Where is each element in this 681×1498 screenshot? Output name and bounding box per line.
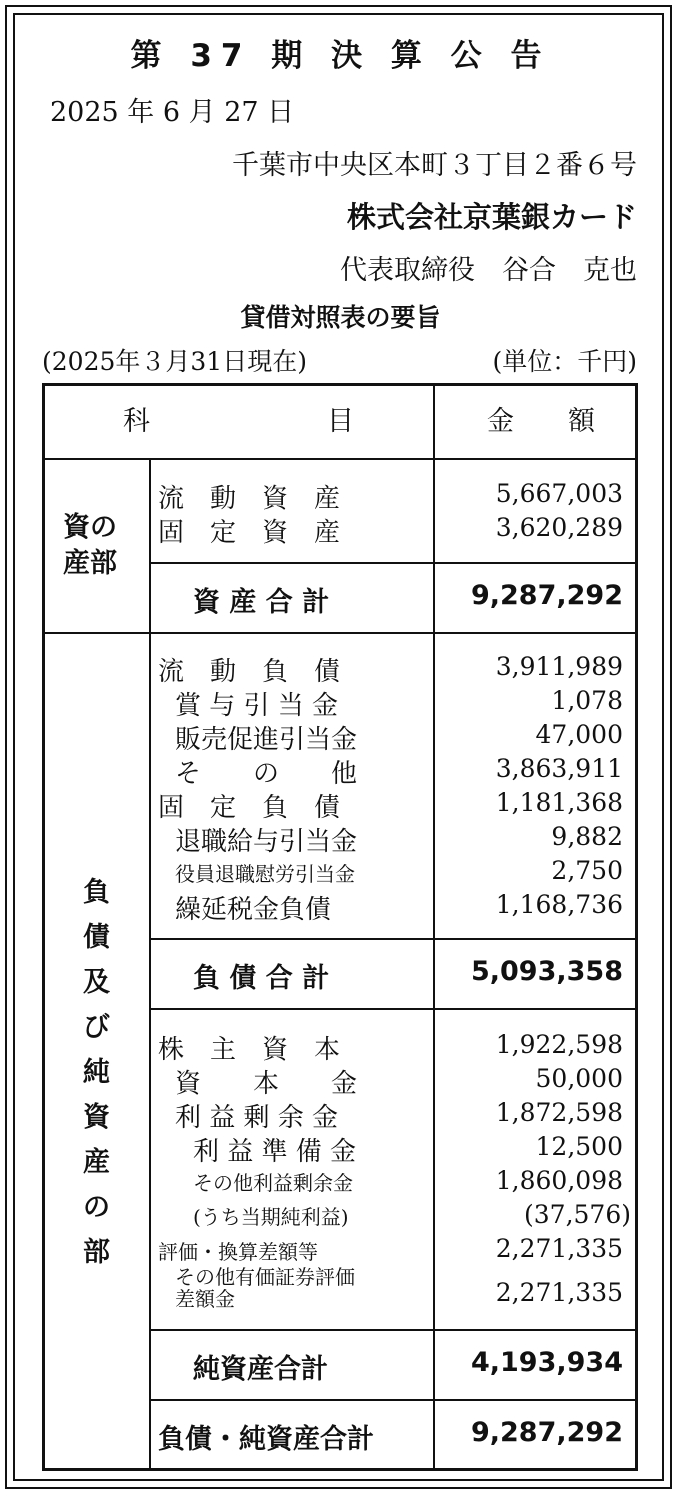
liability-label-bonus: 賞 与 引 当 金 <box>175 691 339 721</box>
liability-value-officer-retirement: 2,750 <box>551 856 623 885</box>
liability-value-fixed: 1,181,368 <box>495 788 623 817</box>
balance-sheet-table <box>42 383 638 1471</box>
equity-value-legal-reserve: 12,500 <box>535 1132 623 1161</box>
header-item-1: 科 <box>123 406 150 437</box>
assets-total-label: 資 産 合 計 <box>193 587 330 618</box>
liabilities-total-label: 負 債 合 計 <box>193 963 330 994</box>
grand-total-label: 負債・純資産合計 <box>158 1424 374 1455</box>
equity-label-net-income: (うち当期純利益) <box>193 1205 349 1229</box>
liabilities-equity-section-label: 負債及び純資産の部 <box>83 877 110 1268</box>
equity-value-capital: 50,000 <box>535 1064 623 1093</box>
assets-section-label: 資の 産部 <box>63 512 117 579</box>
liability-label-promo: 販売促進引当金 <box>175 725 358 755</box>
notice-date: 2025 年 6 月 27 日 <box>50 97 295 128</box>
liability-value-retirement: 9,882 <box>551 822 623 851</box>
equity-label-securities: その他有価証券評価 差額金 <box>175 1265 355 1311</box>
liability-value-other: 3,863,911 <box>495 754 623 783</box>
liability-value-deferred-tax: 1,168,736 <box>495 890 623 919</box>
equity-value-other-retained: 1,860,098 <box>495 1166 623 1195</box>
assets-total-value: 9,287,292 <box>470 580 623 611</box>
liability-label-retirement: 退職給与引当金 <box>175 827 358 857</box>
equity-label-shareholders: 株 主 資 本 <box>158 1035 341 1065</box>
asset-value-fixed: 3,620,289 <box>495 513 623 542</box>
liability-label-other: そ の 他 <box>175 759 358 789</box>
asset-value-current: 5,667,003 <box>495 479 623 508</box>
liability-value-current: 3,911,989 <box>495 652 623 681</box>
liabilities-total-value: 5,093,358 <box>470 956 623 987</box>
equity-value-net-income: (37,576) <box>524 1200 631 1229</box>
asset-label-current: 流 動 資 産 <box>158 484 341 514</box>
header-amount: 金 額 <box>487 406 595 437</box>
notice-title: 第 37 期 決 算 公 告 <box>130 38 551 74</box>
equity-value-shareholders: 1,922,598 <box>495 1030 623 1059</box>
equity-label-retained: 利 益 剰 余 金 <box>175 1103 339 1133</box>
equity-label-other-retained: その他利益剰余金 <box>193 1171 353 1195</box>
equity-label-capital: 資 本 金 <box>175 1069 358 1099</box>
equity-label-legal-reserve: 利 益 準 備 金 <box>193 1137 357 1167</box>
representative: 代表取締役 谷合 克也 <box>340 255 637 286</box>
equity-total-label: 純資産合計 <box>193 1354 328 1385</box>
equity-label-valuation: 評価・換算差額等 <box>158 1240 318 1264</box>
asset-label-fixed: 固 定 資 産 <box>158 518 341 548</box>
equity-value-valuation: 2,271,335 <box>495 1234 623 1263</box>
as-of-date: (2025年３月31日現在) <box>42 347 307 376</box>
liability-label-deferred-tax: 繰延税金負債 <box>175 895 332 925</box>
company-name: 株式会社京葉銀カード <box>346 200 637 234</box>
equity-total-value: 4,193,934 <box>470 1347 623 1378</box>
header-item-2: 目 <box>327 406 354 437</box>
liability-label-fixed: 固 定 負 債 <box>158 793 341 823</box>
unit-label: (単位：千円) <box>492 347 637 376</box>
company-address: 千葉市中央区本町３丁目２番６号 <box>232 150 637 181</box>
liability-value-bonus: 1,078 <box>551 686 623 715</box>
equity-value-retained: 1,872,598 <box>495 1098 623 1127</box>
grand-total-value: 9,287,292 <box>470 1417 623 1448</box>
equity-value-securities: 2,271,335 <box>495 1278 623 1307</box>
liability-label-officer-retirement: 役員退職慰労引当金 <box>175 862 355 886</box>
balance-sheet-title: 貸借対照表の要旨 <box>240 303 441 332</box>
liability-value-promo: 47,000 <box>535 720 623 749</box>
liability-label-current: 流 動 負 債 <box>158 657 341 687</box>
